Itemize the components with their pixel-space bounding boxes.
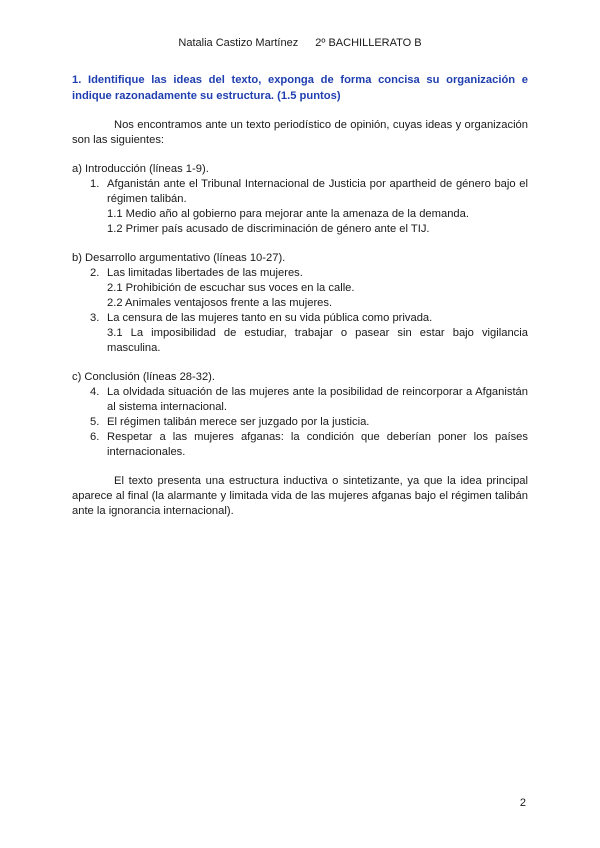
outline-subitem: 1.1 Medio año al gobierno para mejorar ante la amenaza de la demanda. (107, 208, 469, 220)
outline-item (90, 415, 528, 430)
outline-item (90, 430, 528, 460)
page-number: 2 (519, 797, 526, 809)
item-text: La olvidada situación de las mujeres ante la posibilidad de reincorporar a Afganistán al sistema internacional. (107, 386, 528, 413)
outline-item (90, 385, 528, 415)
item-number: 5. (90, 416, 100, 428)
item-text: El régimen talibán merece ser juzgado por la justicia. (107, 416, 370, 428)
item-text: Afganistán ante el Tribunal Internacional de Justicia por apartheid de género bajo el régimen talibán. (107, 178, 528, 205)
page-header (0, 36, 600, 51)
intro-paragraph: Nos encontramos ante un texto periodístico de opinión, cuyas ideas y organización son las siguientes: (72, 119, 528, 146)
outline-section (72, 370, 528, 460)
outline-item (90, 177, 528, 207)
item-text: La censura de las mujeres tanto en su vida pública como privada. (107, 312, 433, 324)
section-title: a) Introducción (líneas 1-9). (72, 163, 209, 175)
item-text: Las limitadas libertades de las mujeres. (107, 267, 303, 279)
outline-section (72, 162, 528, 237)
header-author: Natalia Castizo Martínez (178, 37, 299, 49)
item-text: Respetar a las mujeres afganas: la condición que deberían poner los países internacionales. (107, 431, 528, 458)
item-number: 2. (90, 267, 100, 279)
section-title: b) Desarrollo argumentativo (líneas 10-27). (72, 252, 286, 264)
outline-subitem: 1.2 Primer país acusado de discriminación de género ante el TIJ. (107, 223, 430, 235)
question-heading: 1. Identifique las ideas del texto, exponga de forma concisa su organización e indique razonadamente su estructura. (1.5 puntos) (72, 74, 528, 102)
header-course: 2º BACHILLERATO B (315, 37, 422, 49)
item-number: 6. (90, 431, 100, 443)
item-number: 4. (90, 386, 100, 398)
outline-item (90, 311, 528, 326)
item-number: 1. (90, 178, 100, 190)
section-title: c) Conclusión (líneas 28-32). (72, 371, 216, 383)
outline-sections (72, 162, 528, 460)
closing-paragraph: El texto presenta una estructura inductiva o sintetizante, ya que la idea principal aparece al final (la alarmante y limitada vida de las mujeres afganas bajo el régimen talibán ante la ignorancia internacional). (72, 475, 528, 517)
outline-subitem: 3.1 La imposibilidad de estudiar, trabajar o pasear sin estar bajo vigilancia masculina. (107, 327, 528, 354)
outline-section (72, 251, 528, 356)
outline-item (90, 266, 528, 281)
item-number: 3. (90, 312, 100, 324)
document-body (72, 72, 528, 533)
outline-subitem: 2.2 Animales ventajosos frente a las mujeres. (107, 297, 333, 309)
outline-subitem: 2.1 Prohibición de escuchar sus voces en la calle. (107, 282, 355, 294)
